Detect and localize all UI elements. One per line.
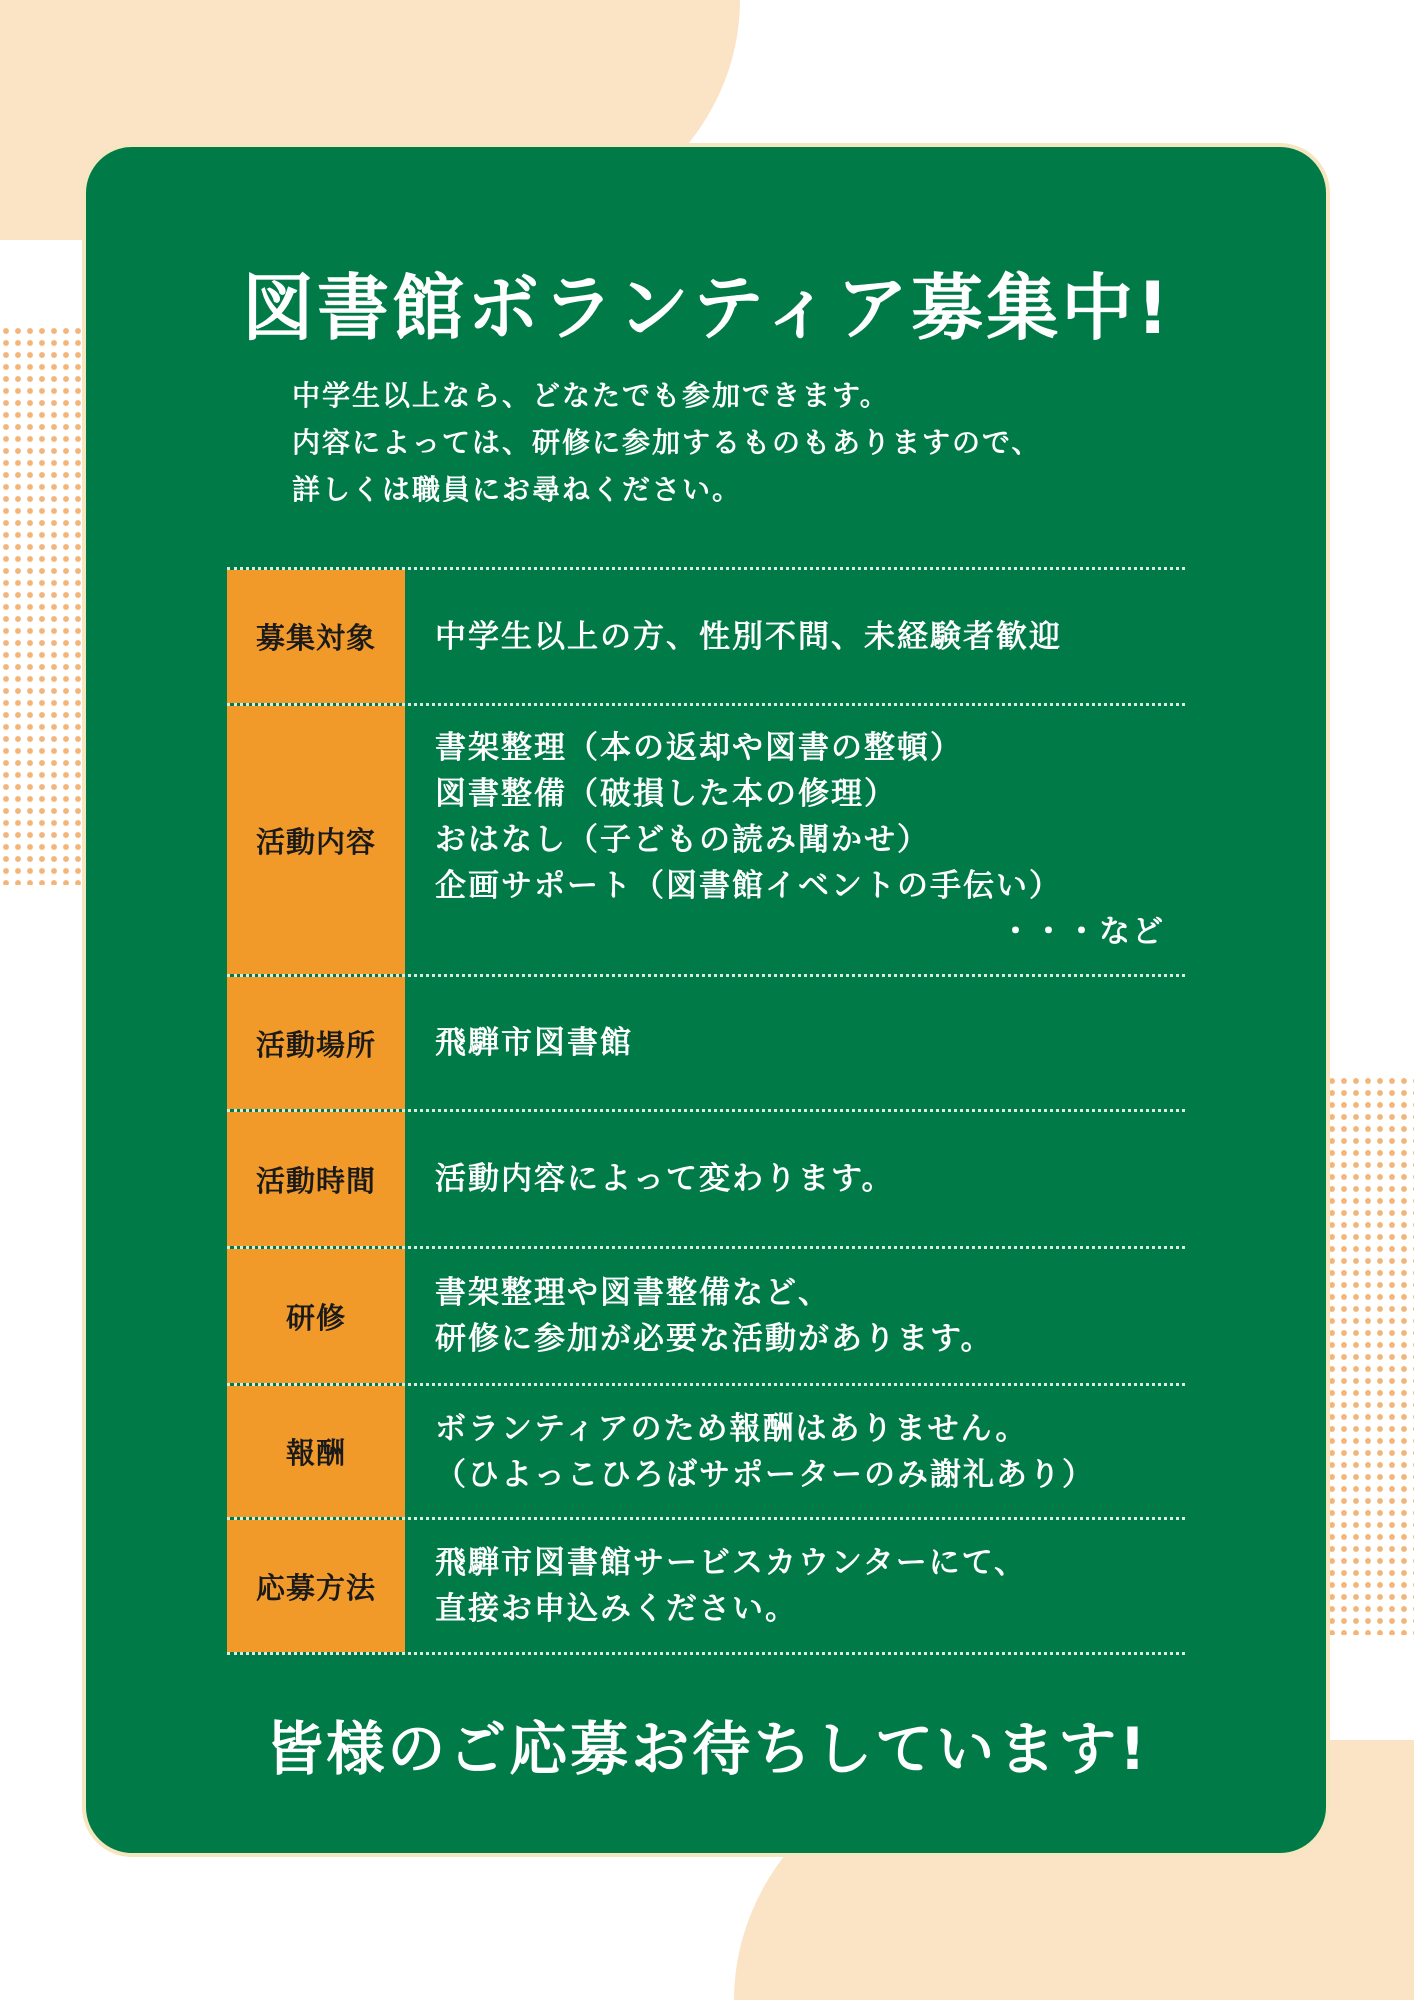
info-label: 募集対象: [227, 570, 405, 703]
info-value: [405, 706, 1185, 974]
info-value-line: 活動内容によって変わります。: [435, 1161, 895, 1197]
info-value-line: 飛騨市図書館サービスカウンターにて、: [435, 1545, 1028, 1581]
info-value-line: 飛騨市図書館: [435, 1025, 633, 1061]
info-row-reward: [227, 1386, 1185, 1520]
info-value-line: おはなし（子どもの読み聞かせ）: [435, 822, 930, 858]
info-value: [405, 1520, 1185, 1652]
info-value-line: 研修に参加が必要な活動があります。: [435, 1321, 994, 1357]
info-value-line: 中学生以上の方、性別不問、未経験者歓迎: [435, 618, 1062, 655]
intro-line: 中学生以上なら、どなたでも参加できます。: [292, 379, 890, 412]
info-value-line: 図書整備（破損した本の修理）: [435, 776, 897, 812]
info-label: 応募方法: [227, 1520, 405, 1652]
info-value: [405, 1249, 1185, 1383]
info-value-line: 書架整理（本の返却や図書の整頓）: [435, 730, 963, 766]
info-table: [227, 567, 1185, 1655]
info-label: 研修: [227, 1249, 405, 1383]
info-label: 活動時間: [227, 1112, 405, 1246]
info-row-target: [227, 570, 1185, 706]
info-row-activities: [227, 706, 1185, 977]
info-row-place: [227, 977, 1185, 1112]
intro-text: [292, 372, 1041, 513]
info-label: 活動場所: [227, 977, 405, 1109]
info-value-line: 書架整理や図書整備など、: [435, 1275, 831, 1311]
dot-pattern-right: [1314, 1075, 1414, 1635]
info-row-apply: [227, 1520, 1185, 1655]
info-label: 報酬: [227, 1386, 405, 1517]
info-value: [405, 570, 1185, 703]
info-value: [405, 977, 1185, 1109]
info-value-line: （ひよっこひろばサポーターのみ謝礼あり）: [435, 1456, 1095, 1493]
info-value: [405, 1112, 1185, 1246]
info-value-line: ・・・など: [1000, 914, 1165, 950]
intro-line: 詳しくは職員にお尋ねください。: [292, 473, 743, 506]
info-row-training: [227, 1249, 1185, 1386]
dot-pattern-left: [0, 325, 100, 885]
poster-title: 図書館ボランティア募集中!: [241, 266, 1173, 350]
info-label: 活動内容: [227, 706, 405, 974]
info-value-line: 企画サポート（図書館イベントの手伝い）: [435, 868, 1062, 904]
info-value: [405, 1386, 1185, 1517]
intro-line: 内容によっては、研修に参加するものもありますので、: [292, 426, 1042, 459]
info-value-line: ボランティアのため報酬はありません。: [435, 1410, 1029, 1447]
info-row-time: [227, 1112, 1185, 1249]
closing-message: 皆様のご応募お待ちしています!: [265, 1715, 1149, 1783]
info-value-line: 直接お申込みください。: [435, 1591, 798, 1627]
